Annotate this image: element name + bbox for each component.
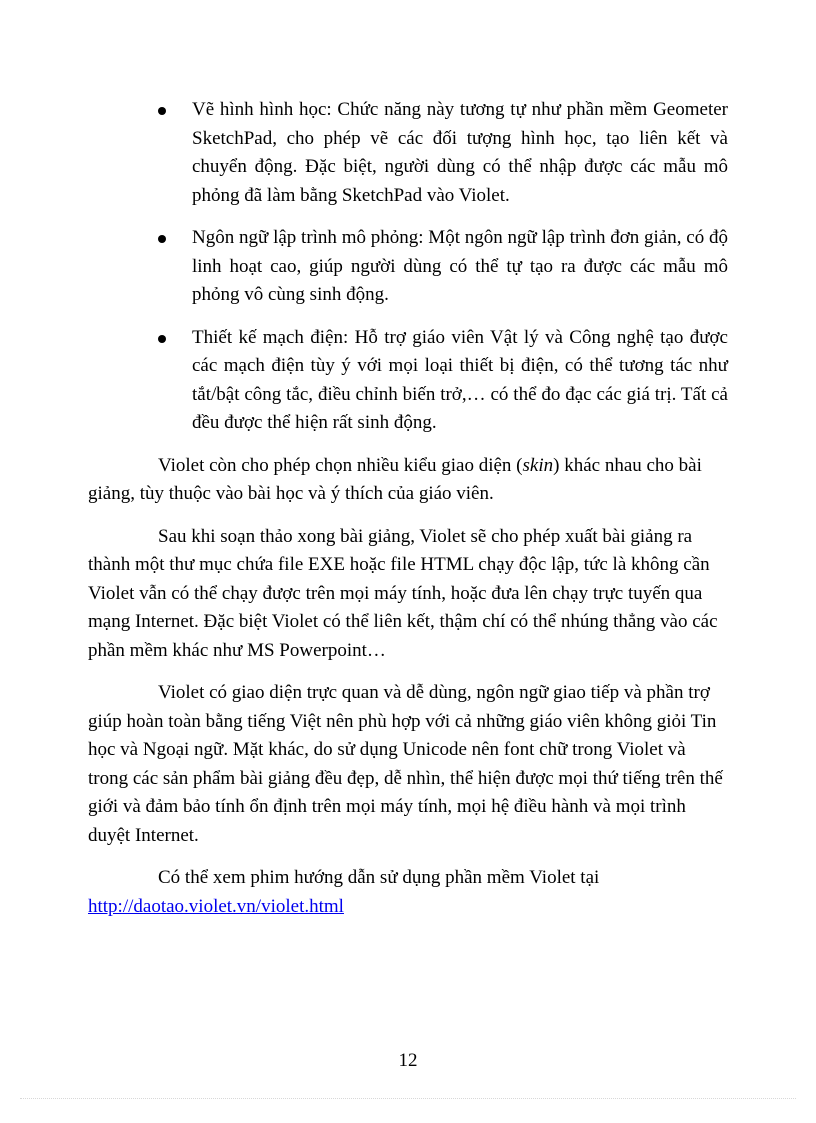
bullet-text-circuit: Thiết kế mạch điện: Hỗ trợ giáo viên Vật lý và Công nghệ tạo được các mạch điện tùy ý với mọi loại thiết bị điện, có thể tương tác như tắt/bật công tắc, điều chỉnh biến trở,… có thể đo đạc các giá trị. Tất cả đều được thể hiện rất sinh động. (192, 326, 728, 433)
page-number: 12 (398, 1050, 418, 1071)
paragraph-interface (88, 679, 728, 850)
feature-bullet-list (88, 96, 728, 438)
bullet-icon (158, 235, 166, 243)
paragraph-skin-before: Violet còn cho phép chọn nhiều kiểu giao diện ( (158, 454, 523, 476)
paragraph-video (88, 864, 728, 893)
paragraph-skin-after: ) khác nhau cho bài giảng, tùy thuộc vào bài học và ý thích của giáo viên. (88, 454, 702, 504)
list-item (88, 324, 728, 438)
bullet-icon (158, 335, 166, 343)
paragraph-skin-italic: skin (522, 454, 554, 476)
paragraph-export-text: Sau khi soạn thảo xong bài giảng, Violet sẽ cho phép xuất bài giảng ra thành một thư mục chứa file EXE hoặc file HTML chạy độc lập, tức là không cần Violet vẫn có thể chạy được trên mọi máy tính, hoặc đưa lên chạy trực tuyến qua mạng Internet. Đặc biệt Violet có thể liên kết, thậm chí có thể nhúng thẳng vào các phần mềm khác như MS Powerpoint… (88, 525, 718, 661)
list-item (88, 96, 728, 210)
bullet-text-programming: Ngôn ngữ lập trình mô phỏng: Một ngôn ngữ lập trình đơn giản, có độ linh hoạt cao, giúp người dùng có thể tự tạo ra được các mẫu mô phỏng vô cùng sinh động. (192, 227, 728, 305)
violet-tutorial-link[interactable]: http://daotao.violet.vn/violet.html (88, 895, 344, 917)
list-item (88, 224, 728, 310)
document-page (88, 96, 728, 921)
paragraph-export (88, 523, 728, 666)
bullet-icon (158, 107, 166, 115)
footer-divider (20, 1098, 796, 1099)
bullet-text-geometry: Vẽ hình hình học: Chức năng này tương tự như phần mềm Geometer SketchPad, cho phép vẽ các đối tượng hình học, tạo liên kết và chuyển động. Đặc biệt, người dùng có thể nhập được các mẫu mô phỏng đã làm bằng SketchPad vào Violet. (192, 99, 728, 206)
paragraph-skin (88, 452, 728, 509)
paragraph-video-text: Có thể xem phim hướng dẫn sử dụng phần mềm Violet tại (158, 867, 600, 888)
paragraph-interface-text: Violet có giao diện trực quan và dễ dùng, ngôn ngữ giao tiếp và phần trợ giúp hoàn toàn bằng tiếng Việt nên phù hợp với cả những giáo viên không giỏi Tin học và Ngoại ngữ. Mặt khác, do sử dụng Unicode nên font chữ trong Violet và trong các sản phẩm bài giảng đều đẹp, dễ nhìn, thể hiện được mọi thứ tiếng trên thế giới và đảm bảo tính ổn định trên mọi máy tính, mọi hệ điều hành và mọi trình duyệt Internet. (88, 682, 723, 846)
link-paragraph (88, 893, 728, 922)
